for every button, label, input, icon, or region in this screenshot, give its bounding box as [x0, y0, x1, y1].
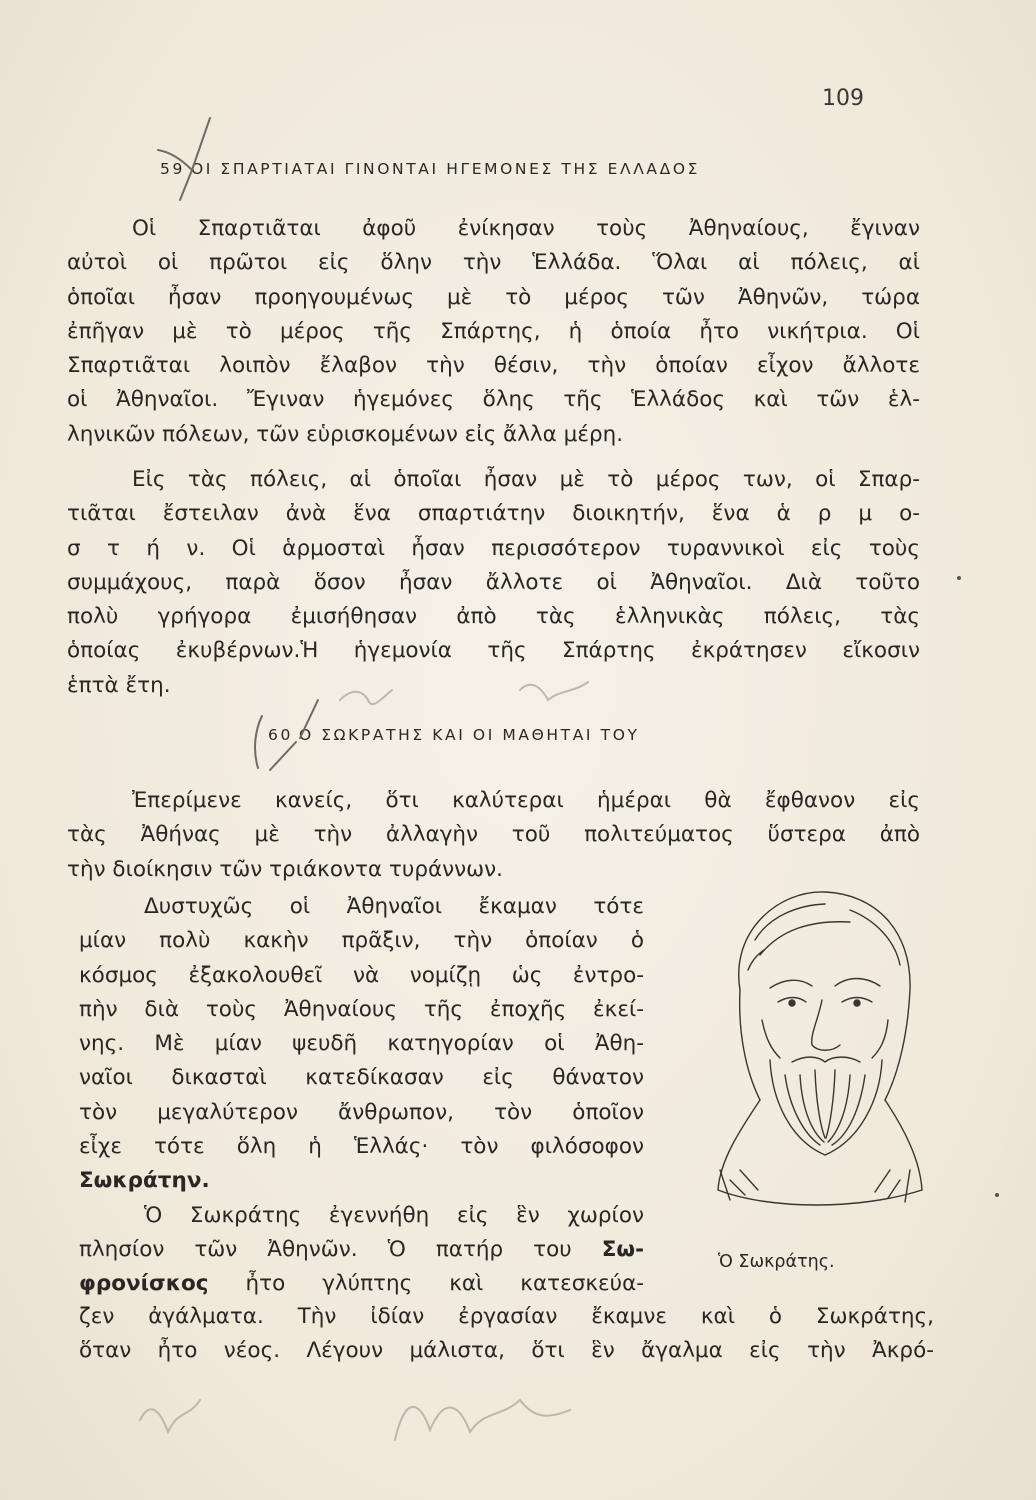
text-line: Ἐπερίμενε κανείς, ὅτι καλύτεραι ἡμέραι θὰ ἔφθανον εἰς: [132, 788, 920, 813]
text-line: [79, 1164, 644, 1198]
text-line: πολὺ γρήγορα ἐμισήθησαν ἀπὸ τὰς ἑλληνικὰς πόλεις, τὰς: [67, 604, 920, 630]
socrates-portrait-illustration: [700, 870, 930, 1240]
section-60-paragraph-3-continued: [79, 1300, 934, 1369]
section-60-number: 60: [268, 726, 293, 744]
text-fragment: ἦτο γλύπτης καὶ κατεσκεύα-: [208, 1271, 644, 1297]
section-60-title: Ο ΣΩΚΡΑΤΗΣ ΚΑΙ ΟΙ ΜΑΘΗΤΑΙ ΤΟΥ: [298, 726, 640, 744]
text-line: Σπαρτιᾶται λοιπὸν ἔλαβον τὴν θέσιν, τὴν ὁποίαν εἶχον ἄλλοτε: [67, 353, 920, 379]
section-59-title: ΟΙ ΣΠΑΡΤΙΑΤΑΙ ΓΙΝΟΝΤΑΙ ΗΓΕΜΟΝΕΣ ΤΗΣ ΕΛΛΑΔΟΣ: [190, 160, 701, 178]
text-line: Οἱ Σπαρτιᾶται ἀφοῦ ἐνίκησαν τοὺς Ἀθηναίους, ἔγιναν: [132, 216, 920, 241]
text-line: σ τ ή ν. Οἱ ἁρμοσταὶ ἦσαν περισσότερον τυραννικοὶ εἰς τοὺς: [67, 535, 920, 561]
section-59-paragraph-2: [67, 463, 920, 703]
portrait-caption: Ὁ Σωκράτης.: [718, 1252, 835, 1272]
text-line: τὴν διοίκησιν τῶν τριάκοντα τυράννων.: [67, 856, 504, 882]
text-line: εἶχε τότε ὅλη ἡ Ἑλλάς· τὸν φιλόσοφον: [79, 1134, 644, 1160]
text-line: ἑπτὰ ἔτη.: [67, 672, 171, 698]
text-line: οἱ Ἀθηναῖοι. Ἔγιναν ἡγεμόνες ὅλης τῆς Ἑλλάδος καὶ τῶν ἑλ-: [67, 387, 920, 413]
margin-dot: [957, 576, 961, 580]
section-60-paragraph-2: [79, 890, 644, 1302]
text-line: ληνικῶν πόλεων, τῶν εὑρισκομένων εἰς ἄλλα μέρη.: [67, 421, 624, 447]
margin-dot: [995, 1193, 999, 1197]
text-line: ὅταν ἦτο νέος. Λέγουν μάλιστα, ὅτι ἓν ἄγαλμα εἰς τὴν Ἀκρό-: [79, 1338, 934, 1364]
text-line: μίαν πολὺ κακὴν πρᾶξιν, τὴν ὁποίαν ὁ: [79, 928, 644, 954]
page-number: 109: [822, 86, 864, 111]
text-line: τὸν μεγαλύτερον ἄνθρωπον, τὸν ὁποῖον: [79, 1099, 644, 1125]
text-line: ὁποίας ἐκυβέρνων.Ἡ ἡγεμονία τῆς Σπάρτης ἐκράτησεν εἴκοσιν: [67, 638, 920, 664]
text-line: συμμάχους, παρὰ ὅσον ἦσαν ἄλλοτε οἱ Ἀθηναῖοι. Διὰ τοῦτο: [67, 569, 920, 595]
text-line: ζεν ἀγάλματα. Τὴν ἰδίαν ἐργασίαν ἔκαμνε καὶ ὁ Σωκράτης,: [79, 1304, 934, 1329]
text-line: ὁποῖαι ἦσαν προηγουμένως μὲ τὸ μέρος τῶν Ἀθηνῶν, τώρα: [67, 284, 920, 310]
section-60-heading: [268, 726, 640, 744]
sophroniskos-name-bold-part2: φρονίσκος: [79, 1271, 209, 1297]
socrates-name-bold: Σωκράτην.: [79, 1168, 210, 1194]
text-line: αὐτοὶ οἱ πρῶτοι εἰς ὅλην τὴν Ἑλλάδα. Ὅλαι αἱ πόλεις, αἱ: [67, 250, 920, 276]
text-line: Εἰς τὰς πόλεις, αἱ ὁποῖαι ἦσαν μὲ τὸ μέρος των, οἱ Σπαρ-: [132, 467, 920, 492]
text-line: κόσμος ἐξακολουθεῖ νὰ νομίζῃ ὡς ἐντρο-: [79, 962, 644, 988]
text-line: ἐπῆγαν μὲ τὸ μέρος τῆς Σπάρτης, ἡ ὁποία ἦτο νικήτρια. Οἱ: [67, 318, 920, 344]
section-59-heading: [160, 160, 700, 178]
sophroniskos-name-bold-part1: Σω-: [601, 1236, 644, 1262]
text-line: [79, 1233, 644, 1267]
text-fragment: πλησίον τῶν Ἀθηνῶν. Ὁ πατήρ του: [79, 1236, 602, 1262]
text-line: ναῖοι δικασταὶ κατεδίκασαν εἰς θάνατον: [79, 1065, 644, 1091]
text-line: νης. Μὲ μίαν ψευδῆ κατηγορίαν οἱ Ἀθη-: [79, 1031, 644, 1057]
text-line: [79, 1267, 644, 1301]
text-line: πὴν διὰ τοὺς Ἀθηναίους τῆς ἐποχῆς ἐκεί-: [79, 996, 644, 1022]
text-line: Δυστυχῶς οἱ Ἀθηναῖοι ἔκαμαν τότε: [144, 894, 644, 919]
section-59-paragraph-1: [67, 212, 920, 452]
text-line: τιᾶται ἔστειλαν ἀνὰ ἕνα σπαρτιάτην διοικητήν, ἕνα ἁ ρ μ ο-: [67, 501, 920, 527]
section-59-number: 59: [160, 160, 185, 178]
text-line: τὰς Ἀθήνας μὲ τὴν ἀλλαγὴν τοῦ πολιτεύματος ὕστερα ἀπὸ: [67, 822, 920, 848]
text-line: Ὁ Σωκράτης ἐγεννήθη εἰς ἓν χωρίον: [144, 1202, 644, 1228]
